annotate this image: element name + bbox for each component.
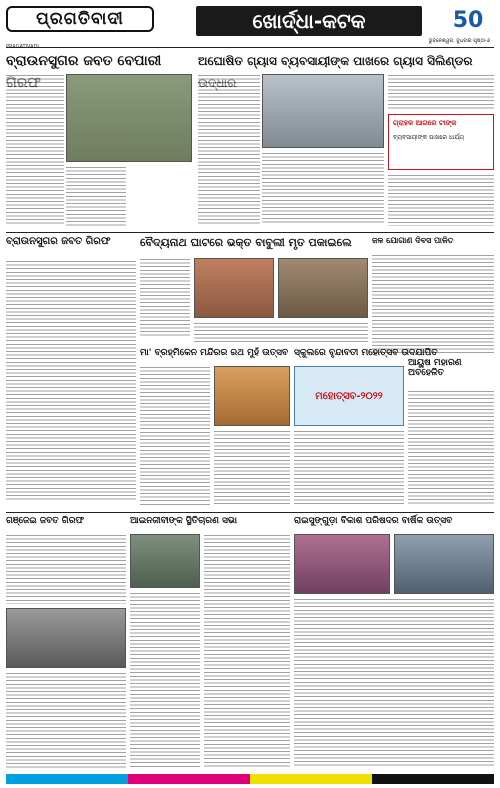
story11-photo-b: [394, 534, 494, 594]
story5-headline-text: ଜଳ ଯୋଗାଣ ଦିବସ ପାଳିତ: [372, 236, 454, 245]
page-number: ପୃଷ୍ଠା-୬: [473, 38, 490, 44]
row2-rule: [6, 512, 494, 513]
date-text: ଭୁବନେଶ୍ୱର, ବୁଧବାର: [428, 38, 472, 44]
story4-photo-b: [278, 258, 368, 318]
story7-body: [294, 430, 404, 506]
row1-rule: [6, 232, 494, 233]
story9-body2: [6, 672, 126, 768]
sidebar-box: [388, 114, 494, 170]
sidebar-box-sub: ବ୍ୟବସାୟୀଙ୍କ ପାଖରେ ଧାର୍ଯ୍ୟ: [393, 134, 465, 141]
story2-body2: [262, 152, 384, 224]
sidebar-box-title: ଗ୍ରାହକ ଆଗରେ ଟାଙ୍କ: [393, 119, 457, 127]
story5-body: [372, 254, 494, 354]
edition-title: ଖୋର୍ଦ୍ଧା-କଟକ: [252, 9, 366, 33]
story10-headline-text: ଆଇନଜୀବୀଙ୍କ ସ୍ଥିତିଚାରଣ ସଭା: [130, 516, 238, 526]
story11-headline-text: ରାଇସୁଙ୍ଗୁଡ଼ା ବିକାଶ ପରିଷଦର ବାର୍ଷିକ ଉତ୍ସବ: [294, 516, 453, 526]
story2-headline: [198, 50, 498, 72]
story6-headline: [140, 348, 290, 362]
story4-body: [140, 258, 190, 338]
masthead-rule: [6, 47, 494, 48]
story1-body2: [66, 166, 126, 226]
story8-body: [408, 390, 494, 506]
story9-headline: [6, 516, 126, 530]
story6-body2: [214, 430, 290, 506]
story6-body: [140, 366, 210, 506]
story4-headline-text: ବୈଦ୍ୟନାଥ ଘାଟରେ ଭକ୍ତ ବାବୁଲୀ ମୃତ ପକାଇଲେ: [140, 236, 352, 249]
sidebar-body: [388, 74, 494, 110]
story9-headline-text: ଗଞ୍ଜେଇ ଜବତ ଗିରଫ: [6, 516, 85, 526]
story2-photo: [262, 74, 384, 148]
story7-headline-text: ସ୍କୁଲରେ ବୃନ୍ଦାବତୀ ମହୋତ୍ସବ ଉଦଯାପିତ: [294, 348, 438, 358]
story4-photo-a: [194, 258, 274, 318]
anniversary-badge: [448, 4, 488, 36]
story6-photo: [214, 366, 290, 426]
story10-headline: [130, 516, 290, 530]
story11-headline: [294, 516, 494, 530]
story9-photo: [6, 608, 126, 668]
story11-body: [294, 598, 494, 768]
story11-photo-a: [294, 534, 390, 594]
story2-body: [198, 74, 260, 224]
story4-headline: [140, 236, 370, 252]
cmyk-strip: [6, 774, 494, 784]
story2-headline-text: ଅଘୋଷିତ ଗ୍ୟାସ ବ୍ୟବସାୟୀଙ୍କ ପାଖରେ ଗ୍ୟାସ ସିଲିଣ୍ଡର: [198, 54, 473, 68]
story9-body: [6, 534, 126, 604]
story3-headline: [6, 236, 136, 254]
story8-headline-text: ଆୟୁଷ ମହାରଣ ଅବହେଳିତ: [408, 358, 462, 378]
masthead-logo: [6, 6, 154, 32]
story10-body2: [130, 592, 200, 768]
story7-banner-text: ମହୋତ୍ସବ-୨୦୨୨: [315, 390, 383, 402]
story1-headline: [6, 50, 196, 72]
story10-photo: [130, 534, 200, 588]
edition-banner: [196, 6, 422, 36]
story10-body: [204, 534, 290, 768]
story1-headline-text: ବ୍ରାଉନସୁଗର ଜବତ ବେପାରୀ: [6, 53, 162, 69]
story4-caption: [194, 322, 368, 342]
story7-banner-photo: [294, 366, 404, 426]
story3-body: [6, 260, 136, 500]
story1-photo: [66, 74, 192, 162]
anniversary-number: 50: [452, 7, 484, 33]
story5-headline: [372, 236, 494, 250]
story3-headline-text: ବ୍ରାଉନସୁଗର ଜବତ ଗିରଫ: [6, 236, 111, 247]
story1-body: [6, 74, 64, 224]
sidebar-body2: [388, 174, 494, 226]
story8-headline: [408, 358, 494, 386]
dateline: [300, 38, 490, 46]
masthead-title: ପ୍ରଗତିବାଦୀ: [36, 9, 124, 29]
story6-headline-text: ମା' ବ୍ରହ୍ମିକେନ ମନ୍ଦିରର ରଥ ମୁହଁ ଉତ୍ସବ: [140, 348, 289, 358]
